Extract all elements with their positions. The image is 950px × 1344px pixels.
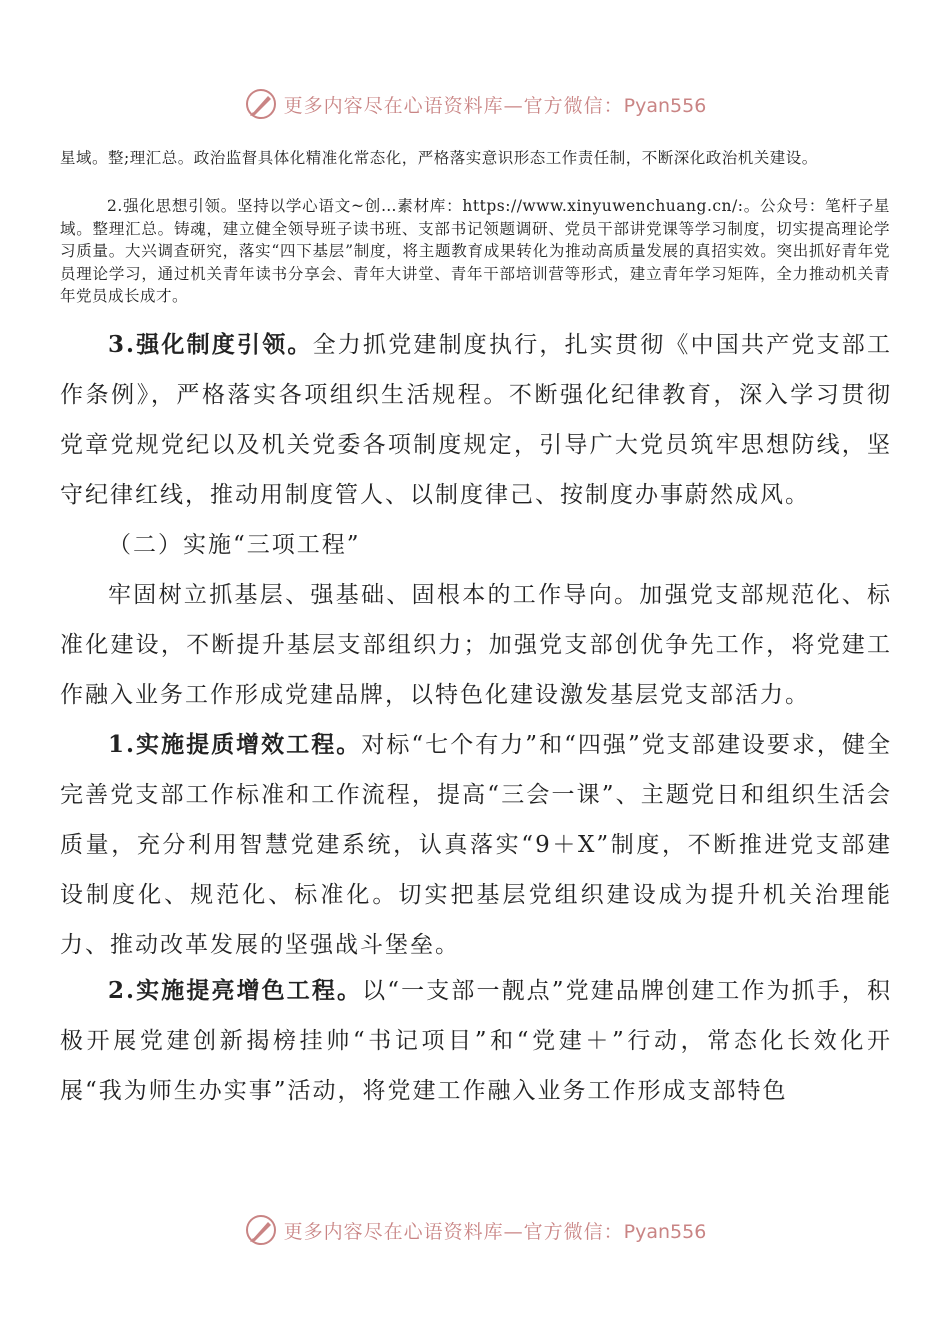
section-lead: 3.强化制度引领。 bbox=[108, 331, 313, 358]
pen-quill-icon bbox=[244, 1213, 278, 1247]
section-system-guidance bbox=[60, 320, 892, 520]
banner-brand: Pyan556 bbox=[623, 1220, 707, 1243]
section-body: 全力抓党建制度执行，扎实贯彻《中国共产党支部工作条例》，严格落实各项组织生活规程。不断强化纪律教育，深入学习贯彻党章党规党纪以及机关党委各项制度规定，引导广大党员筑牢思想防线，坚守纪律红线，推动用制度管人、以制度律己、按制度办事蔚然成风。 bbox=[60, 332, 892, 508]
section-body: 对标“七个有力”和“四强”党支部建设要求，健全完善党支部工作标准和工作流程，提高“三会一课”、主题党日和组织生活会质量，充分利用智慧党建系统，认真落实“9＋X”制度，不断推进党支部建设制度化、规范化、标准化。切实把基层党组织建设成为提升机关治理能力、推动改革发展的坚强战斗堡垒。 bbox=[60, 732, 892, 958]
pen-quill-icon bbox=[244, 87, 278, 121]
section-intro-paragraph bbox=[60, 570, 892, 720]
section-quality-efficiency bbox=[60, 720, 892, 970]
intro-text: 牢固树立抓基层、强基础、固根本的工作导向。加强党支部规范化、标准化建设，不断提升基层支部组织力；加强党支部创优争先工作，将党建工作融入业务工作形成党建品牌，以特色化建设激发基层党支部活力。 bbox=[60, 582, 892, 708]
section-brightening bbox=[60, 966, 892, 1116]
small-paragraph-2: 2.强化思想引领。坚持以学心语文~创…素材库：https://www.xinyuwenchuang.cn/:。公众号：笔杆子星域。整理汇总。铸魂，建立健全领导班子读书班、支部书记领题调研、党员干部讲党课等学习制度，切实提高理论学习质量。大兴调查研究，落实“四下基层”制度，将主题教育成果转化为推动高质量发展的真招实效。突出抓好青年党员理论学习，通过机关青年读书分享会、青年大讲堂、青年干部培训营等形式，建立青年学习矩阵，全力推动机关青年党员成长成才。 bbox=[60, 197, 890, 305]
small-paragraph-1: 星域。整;理汇总。政治监督具体化精准化常态化，严格落实意识形态工作责任制，不断深化政治机关建设。 bbox=[60, 149, 818, 167]
banner-text: 更多内容尽在心语资料库—官方微信：Pyan556 bbox=[283, 94, 707, 117]
footer-watermark-banner bbox=[0, 1210, 950, 1250]
heading-text: （二）实施“三项工程” bbox=[108, 532, 361, 558]
header-watermark-banner bbox=[0, 84, 950, 124]
section-lead: 2.实施提亮增色工程。 bbox=[108, 977, 363, 1004]
section-lead: 1.实施提质增效工程。 bbox=[108, 731, 362, 758]
banner-text: 更多内容尽在心语资料库—官方微信：Pyan556 bbox=[283, 1220, 707, 1243]
banner-brand: Pyan556 bbox=[623, 94, 707, 117]
section-body: 以“一支部一靓点”党建品牌创建工作为抓手，积极开展党建创新揭榜挂帅“书记项目”和“党建＋”行动，常态化长效化开展“我为师生办实事”活动，将党建工作融入业务工作形成支部特色 bbox=[60, 978, 892, 1104]
section-heading-three-projects bbox=[60, 520, 892, 570]
